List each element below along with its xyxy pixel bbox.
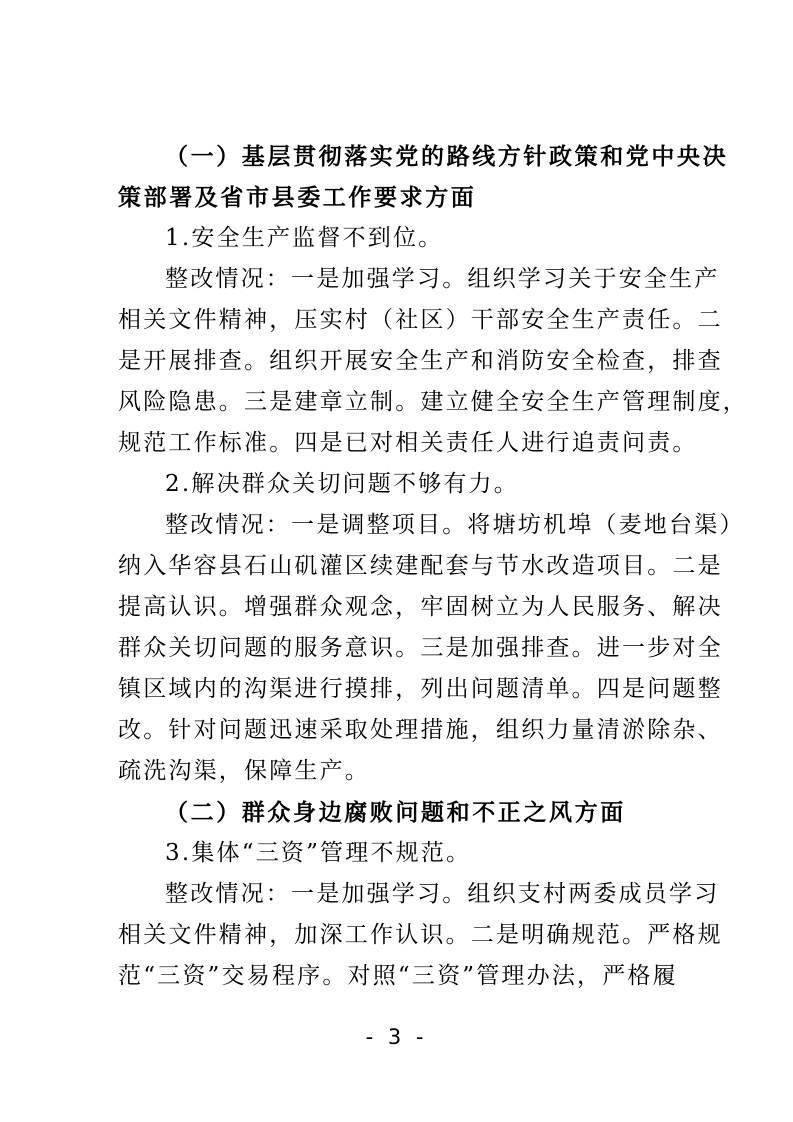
- paragraph-line: 提高认识。增强群众观念，牢固树立为人民服务、解决: [118, 594, 723, 620]
- section-heading-1-line-1: （一）基层贯彻落实党的路线方针政策和党中央决: [165, 143, 729, 170]
- item-title-2: 2.解决群众关切问题不够有力。: [165, 471, 519, 497]
- paragraph-line: 群众关切问题的服务意识。三是加强排查。进一步对全: [118, 635, 723, 661]
- section-heading-2: （二）群众身边腐败问题和不正之风方面: [165, 799, 626, 826]
- paragraph-line: 风险隐患。三是建章立制。建立健全安全生产管理制度，: [118, 389, 748, 415]
- paragraph-line: 镇区域内的沟渠进行摸排，列出问题清单。四是问题整: [118, 676, 723, 702]
- paragraph-line: 疏洗沟渠，保障生产。: [118, 758, 370, 784]
- paragraph-line: 纳入华容县石山矶灌区续建配套与节水改造项目。二是: [118, 553, 723, 579]
- section-heading-1-line-2: 策部署及省市县委工作要求方面: [118, 184, 477, 211]
- item-title-3: 3.集体“三资”管理不规范。: [165, 840, 472, 866]
- item-title-1: 1.安全生产监督不到位。: [165, 225, 444, 251]
- paragraph-line: 改。针对问题迅速采取处理措施，组织力量清淤除杂、: [118, 717, 723, 743]
- paragraph-line: 范“三资”交易程序。对照“三资”管理办法，严格履: [118, 963, 678, 989]
- paragraph-line: 整改情况：一是加强学习。组织学习关于安全生产: [165, 266, 720, 292]
- paragraph-line: 相关文件精神，压实村（社区）干部安全生产责任。二: [118, 307, 723, 333]
- page-number: - 3 -: [365, 1025, 428, 1049]
- paragraph-line: 相关文件精神，加深工作认识。二是明确规范。严格规: [118, 922, 723, 948]
- paragraph-line: 整改情况：一是加强学习。组织支村两委成员学习: [165, 881, 720, 907]
- paragraph-line: 整改情况：一是调整项目。将塘坊机埠（麦地台渠）: [165, 512, 745, 538]
- paragraph-line: 是开展排查。组织开展安全生产和消防安全检查，排查: [118, 348, 723, 374]
- document-body: [118, 136, 748, 997]
- paragraph-line: 规范工作标准。四是已对相关责任人进行追责问责。: [118, 430, 698, 456]
